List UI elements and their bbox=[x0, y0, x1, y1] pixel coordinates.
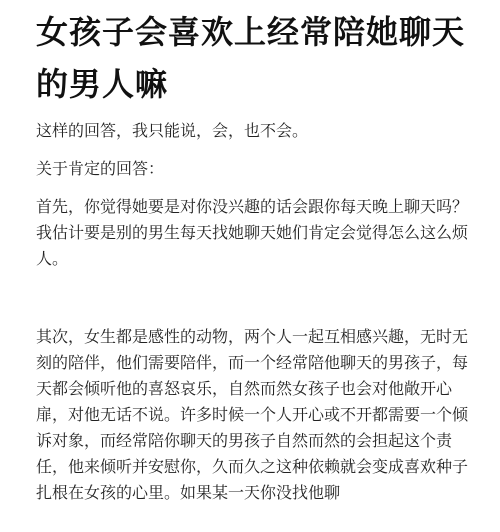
paragraph-intro: 这样的回答，我只能说，会，也不会。 bbox=[36, 121, 309, 140]
paragraph-affirmative-heading: 关于肯定的回答： bbox=[36, 159, 165, 178]
paragraph-second-point: 其次，女生都是感性的动物，两个人一起互相感兴趣，无时无刻的陪伴，他们需要陪伴，而一个经常陪他聊天的男孩子，每天都会倾听他的喜怒哀乐，自然而然女孩子也会对他敞开心扉，对他无话不说。许多时候一个人开心或不开都需要一个倾诉对象，而经常陪你聊天的男孩子自然而然的会担起这个责任，他来倾听并安慰你，久而久之这种依赖就会变成喜欢种子扎根在女孩的心里。如果某一天你没找他聊 bbox=[36, 327, 469, 502]
article-title: 女孩子会喜欢上经常陪她聊天的男人嘛 bbox=[36, 13, 466, 103]
paragraph-first-point: 首先，你觉得她要是对你没兴趣的话会跟你每天晚上聊天吗？我估计要是别的男生每天找她聊天她们肯定会觉得怎么这么烦人。 bbox=[36, 197, 469, 268]
